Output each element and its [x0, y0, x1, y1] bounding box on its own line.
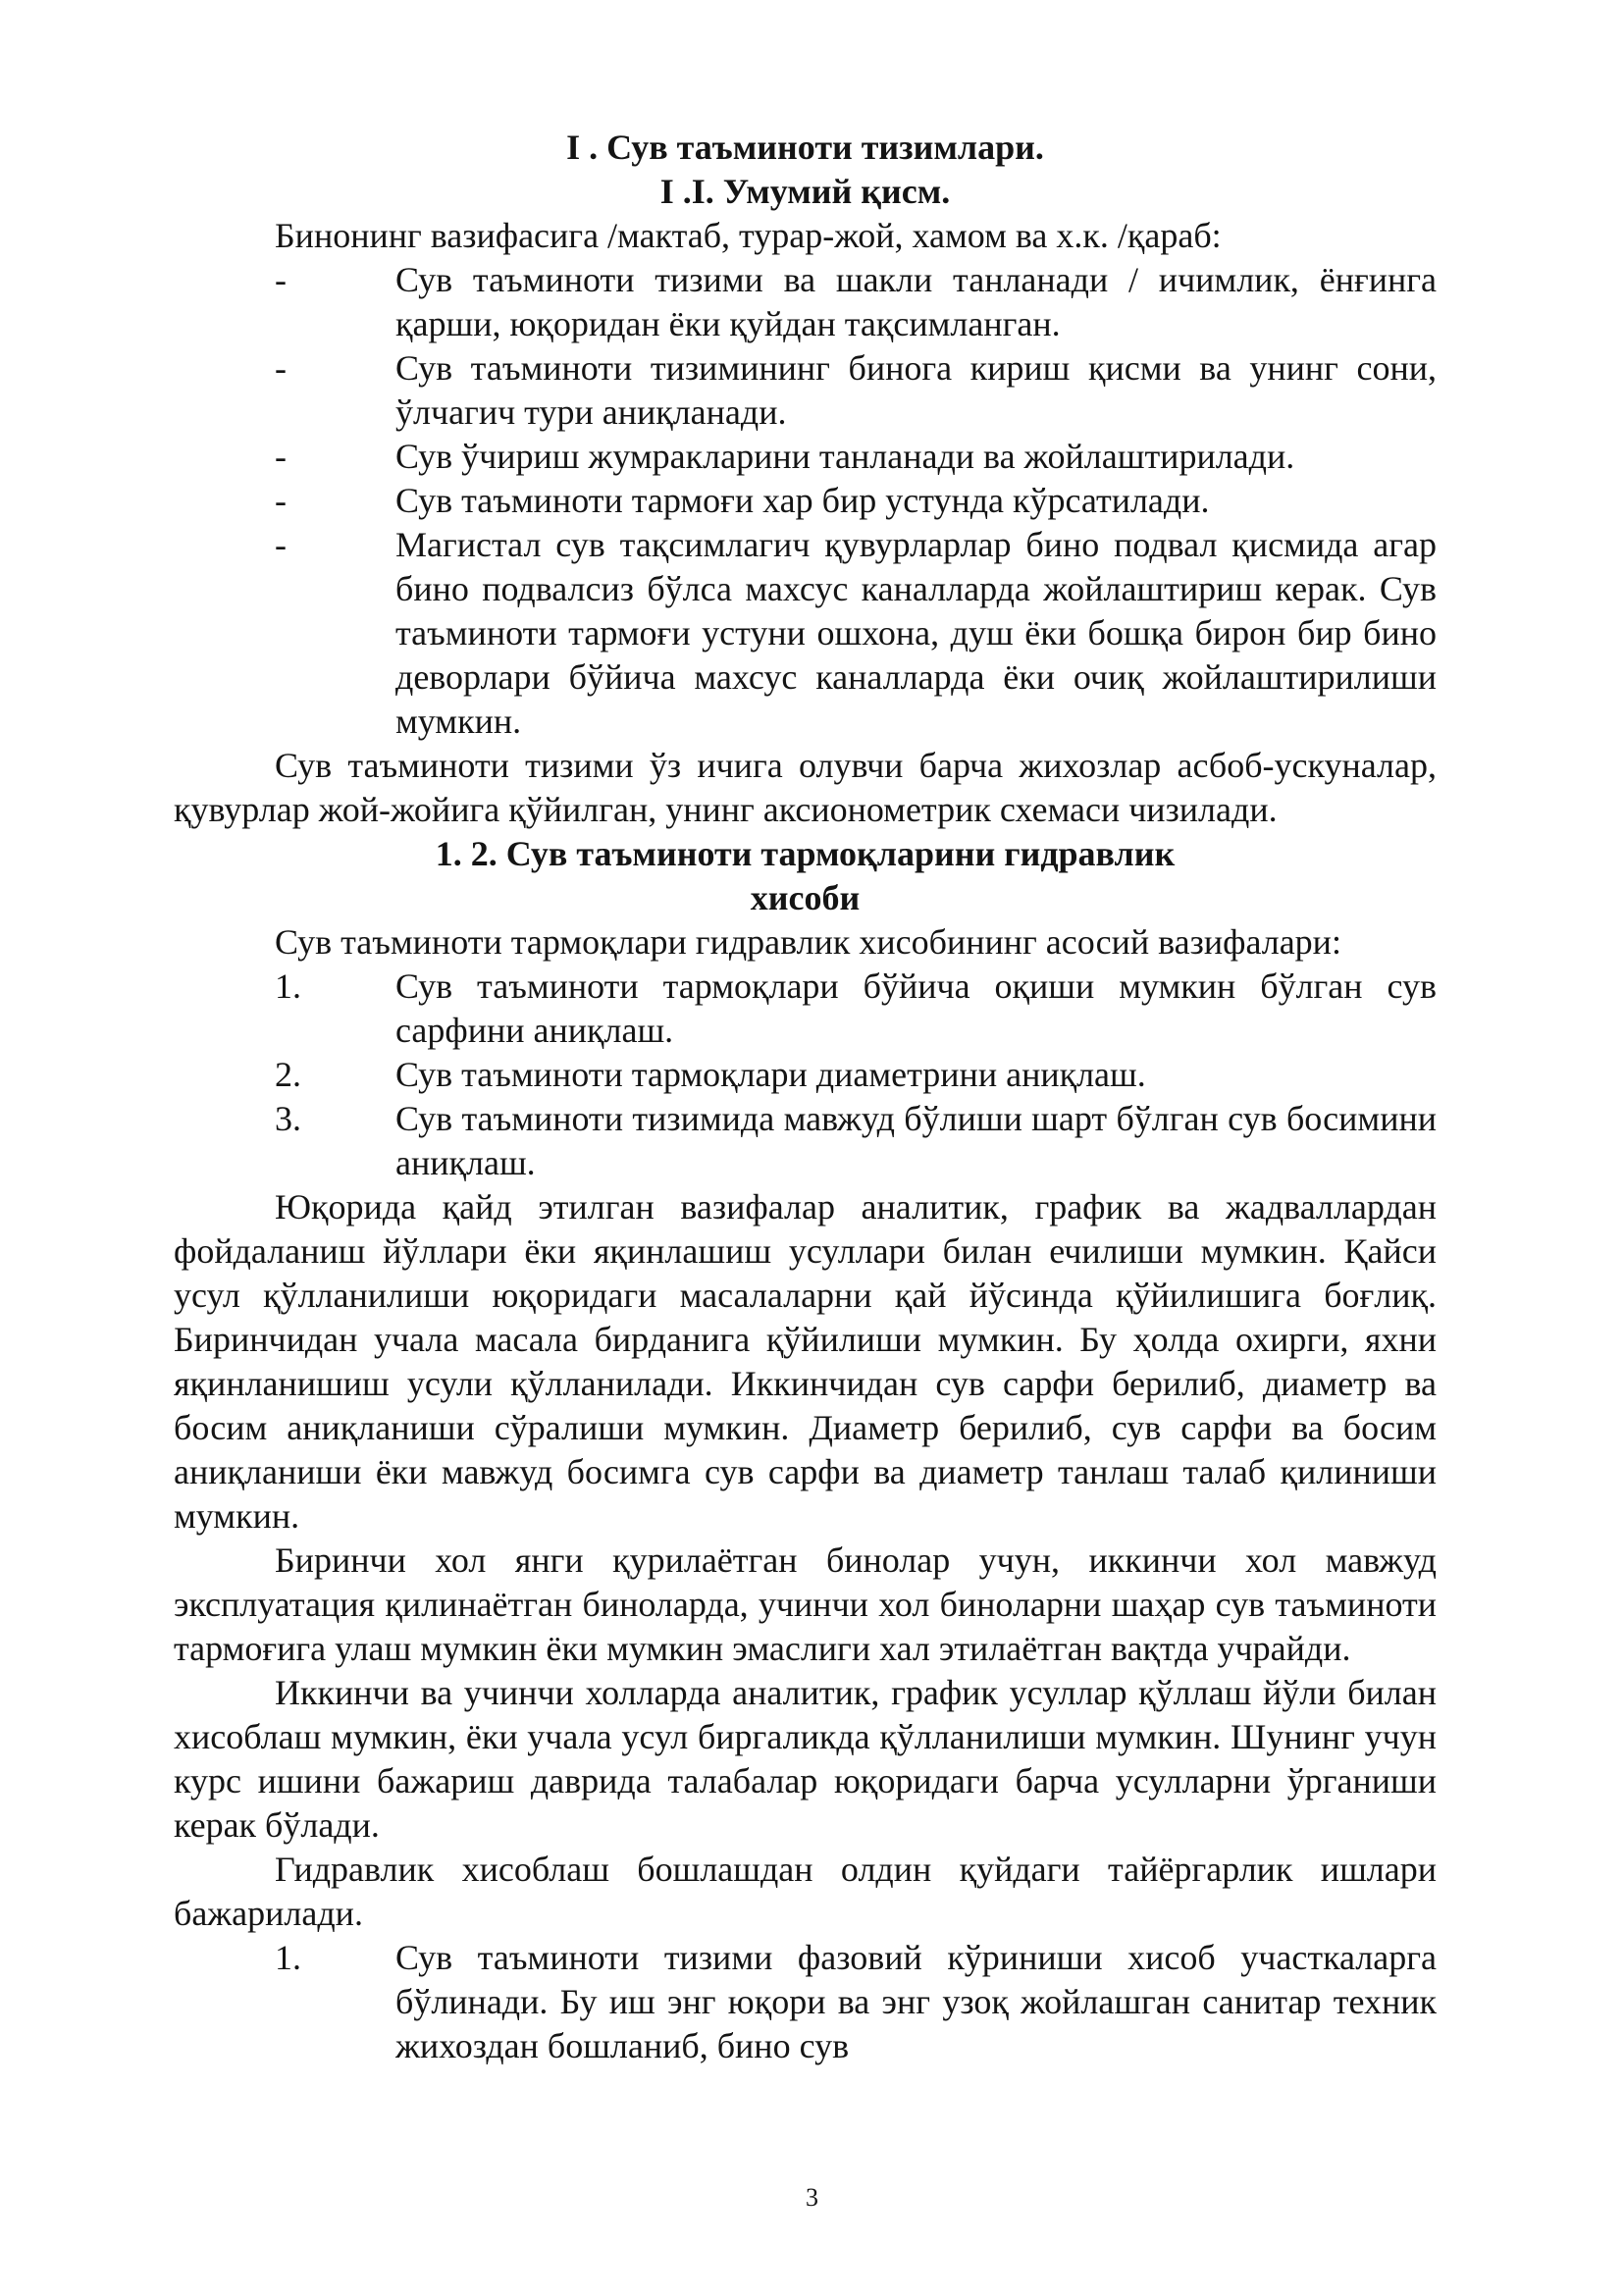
list-item [174, 479, 1437, 523]
list-item-text: Сув таъминоти тизими фазовий кўриниши хисоб участкаларга бўлинади. Бу иш энг юқори ва энг узоқ жойлашган санитар техник жихоздан бошланиб, бино сув [395, 1938, 1437, 2065]
page-number: 3 [806, 2183, 818, 2212]
body-paragraph: Иккинчи ва учинчи холларда аналитик, график усуллар қўллаш йўли билан хисоблаш мумкин, ёки учала усул биргаликда қўлланилиши мумкин. Шунинг учун курс ишини бажариш даврида талабалар юқоридаги барча усулларни ўрганиши керак бўлади. [174, 1673, 1437, 1845]
intro-paragraph: Бинонинг вазифасига /мактаб, турар-жой, хамом ва х.к. /қараб: [275, 216, 1222, 255]
list-item-text: Сув таъминоти тизими ва шакли танланади / ичимлик, ёнғинга қарши, юқоридан ёки қуйдан тақсимланган. [395, 260, 1437, 343]
list-dash: - [275, 348, 287, 388]
dash-list [174, 258, 1437, 744]
list-item [174, 965, 1437, 1053]
list-item-text: Магистал сув тақсимлагич қувурларлар бино подвал қисмида агар бино подвалсиз бўлса махсус каналларда жойлаштириш керак. Сув таъминоти тармоғи устуни ошхона, душ ёки бошқа бирон бир бино деворлари бўйича махсус каналларда ёки очиқ жойлаштирилиши мумкин. [395, 525, 1437, 741]
list-item [174, 1097, 1437, 1185]
chapter-title: I . Сув таъминоти тизимлари. [566, 128, 1044, 167]
list-dash: - [275, 260, 287, 299]
page-content [174, 126, 1437, 2068]
numbered-list [174, 965, 1437, 1185]
list-item [174, 435, 1437, 479]
list-item-text: Сув таъминоти тармоқлари бўйича оқиши мумкин бўлган сув сарфини аниқлаш. [395, 966, 1437, 1050]
list-number: 2. [275, 1055, 301, 1094]
list-dash: - [275, 437, 287, 476]
section-title-continued: хисоби [750, 878, 861, 917]
list-item-text: Сув таъминоти тармоқлари диаметрини аниқлаш. [395, 1055, 1146, 1094]
body-paragraph: Сув таъминоти тизими ўз ичига олувчи барча жихозлар асбоб-ускуналар, қувурлар жой-жойига қўйилган, унинг аксионометрик схемаси чизилади. [174, 746, 1437, 829]
list-dash: - [275, 525, 287, 564]
body-paragraph: Юқорида қайд этилган вазифалар аналитик, график ва жадваллардан фойдаланиш йўллари ёки яқинлашиш усуллари билан ечилиши мумкин. Қайси усул қўлланилиши юқоридаги масалаларни қай йўсинда қўйилишига боғлиқ. Биринчидан учала масала бирданига қўйилиши мумкин. Бу ҳолда охирги, яхни яқинланишиш усули қўлланилади. Иккинчидан сув сарфи берилиб, диаметр ва босим аниқланиши сўралиши мумкин. Диаметр берилиб, сув сарфи ва босим аниқланиши ёки мавжуд босимга сув сарфи ва диаметр танлаш талаб қилиниши мумкин. [174, 1187, 1437, 1536]
body-paragraph: Биринчи хол янги қурилаётган бинолар учун, иккинчи хол мавжуд эксплуатация қилинаётган биноларда, учинчи хол биноларни шаҳар сув таъминоти тармоғига улаш мумкин ёки мумкин эмаслиги хал этилаётган вақтда учрайди. [174, 1540, 1437, 1668]
list-item-text: Сув таъминоти тизимининг бинога кириш қисми ва унинг сони, ўлчагич тури аниқланади. [395, 348, 1437, 432]
section-title: I .I. Умумий қисм. [659, 172, 951, 211]
list-item-text: Сув таъминоти тизимида мавжуд бўлиши шарт бўлган сув босимини аниқлаш. [395, 1099, 1437, 1182]
list-number: 1. [275, 1938, 301, 1977]
list-number: 1. [275, 966, 301, 1006]
list-dash: - [275, 481, 287, 520]
list-item-text: Сув ўчириш жумракларини танланади ва жойлаштирилади. [395, 437, 1295, 476]
list-item-text: Сув таъминоти тармоғи хар бир устунда кўрсатилади. [395, 481, 1210, 520]
list-item [174, 1053, 1437, 1097]
list-item [174, 523, 1437, 744]
section-intro-paragraph: Сув таъминоти тармоқлари гидравлик хисобининг асосий вазифалари: [275, 922, 1341, 962]
list-item [174, 258, 1437, 346]
body-paragraph: Гидравлик хисоблаш бошлашдан олдин қуйдаги тайёргарлик ишлари бажарилади. [174, 1850, 1437, 1933]
list-item [174, 346, 1437, 435]
section-title: 1. 2. Сув таъминоти тармоқларини гидравлик [435, 834, 1176, 873]
list-number: 3. [275, 1099, 301, 1138]
list-item [174, 1936, 1437, 2068]
